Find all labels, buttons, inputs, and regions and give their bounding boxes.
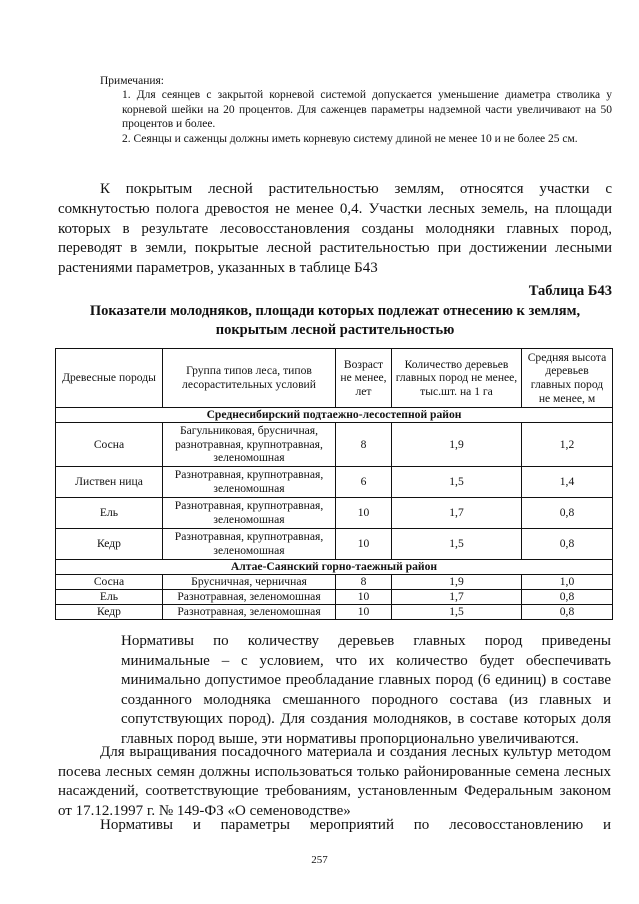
region-row (56, 559, 613, 574)
cell-forest-type: Разнотравная, крупнотравная, зеленомошная (163, 528, 336, 559)
paragraph-reforestation (58, 816, 611, 836)
table-row (56, 466, 613, 497)
cell-species: Кедр (56, 604, 163, 619)
cell-age: 8 (336, 574, 392, 589)
cell-age: 8 (336, 423, 392, 467)
paragraph-text: К покрытым лесной растительностью землям, относятся участки с сомкнутостью полога древостоя не менее 0,4. Участки лесных земель, на площади которых в результате лесовосстановления созданы молодняки главных пород, переводят в земли, покрытые лесной растительностью при достижении лесными растениями параметров, указанных в таблице Б43 (58, 181, 612, 277)
cell-forest-type: Разнотравная, зеленомошная (163, 604, 336, 619)
cell-species: Кедр (56, 528, 163, 559)
table-row (56, 589, 613, 604)
cell-species: Листвен ница (56, 466, 163, 497)
cell-tree-count: 1,7 (392, 589, 522, 604)
cell-height: 1,2 (522, 423, 613, 467)
cell-age: 10 (336, 604, 392, 619)
cell-height: 1,4 (522, 466, 613, 497)
header-height: Средняя высота деревьев главных пород не менее, м (522, 349, 613, 408)
table-row (56, 497, 613, 528)
region-label: Алтае-Саянский горно-таежный район (56, 559, 613, 574)
cell-species: Ель (56, 589, 163, 604)
note-item-2: 2. Сеянцы и саженцы должны иметь корневую систему длиной не менее 10 и не более 25 см. (122, 132, 578, 145)
cell-height: 0,8 (522, 528, 613, 559)
cell-height: 0,8 (522, 497, 613, 528)
cell-tree-count: 1,5 (392, 528, 522, 559)
header-age: Возраст не менее, лет (336, 349, 392, 408)
paragraph-seeds (58, 743, 611, 821)
cell-species: Сосна (56, 574, 163, 589)
cell-forest-type: Багульниковая, брусничная, разнотравная, крупнотравная, зеленомошная (163, 423, 336, 467)
table-title: Показатели молодняков, площади которых подлежат отнесению к землям, покрытым лесной растительностью (89, 303, 581, 338)
cell-forest-type: Разнотравная, крупнотравная, зеленомошная (163, 466, 336, 497)
paragraph-norms (121, 632, 611, 750)
table-row (56, 423, 613, 467)
table-header-row (56, 349, 613, 408)
note-item-1: 1. Для сеянцев с закрытой корневой системой допускается уменьшение диаметра стволика у корневой шейки на 20 процентов. Для саженцев параметры надземной части увеличивают на 50 процентов и более. (122, 89, 612, 131)
paragraph-text: Нормативы по количеству деревьев главных пород приведены минимальные – с условием, что их количество будет обеспечивать минимально допустимое преобладание главных пород (6 единиц) в составе созданного молодняка смешанного породного состава (из главных и сопутствующих пород). Для создания молодняков, в составе которых доля главных пород выше, эти нормативы пропорционально увеличиваются. (121, 633, 611, 747)
cell-species: Ель (56, 497, 163, 528)
cell-height: 0,8 (522, 604, 613, 619)
cell-tree-count: 1,5 (392, 466, 522, 497)
page-number: 257 (311, 854, 328, 866)
cell-forest-type: Брусничная, черничная (163, 574, 336, 589)
notes-block (100, 74, 612, 146)
paragraph-text: Для выращивания посадочного материала и создания лесных культур методом посева лесных семян должны использоваться только районированные семена лесных насаждений, соответствующие требованиям, установленным Федеральным законом от 17.12.1997 г. № 149-ФЗ «О семеноводстве» (58, 744, 611, 819)
young-stands-table (55, 348, 613, 620)
cell-forest-type: Разнотравная, зеленомошная (163, 589, 336, 604)
cell-age: 10 (336, 589, 392, 604)
region-row (56, 408, 613, 423)
paragraph-text: Нормативы и параметры мероприятий по лесовосстановлению и (100, 817, 611, 833)
header-species: Древесные породы (56, 349, 163, 408)
paragraph-forest-lands (58, 180, 612, 279)
cell-height: 0,8 (522, 589, 613, 604)
cell-tree-count: 1,9 (392, 423, 522, 467)
cell-height: 1,0 (522, 574, 613, 589)
cell-age: 10 (336, 497, 392, 528)
cell-age: 10 (336, 528, 392, 559)
cell-age: 6 (336, 466, 392, 497)
table-caption: Таблица Б43 (528, 283, 612, 299)
cell-tree-count: 1,9 (392, 574, 522, 589)
header-forest-type: Группа типов леса, типов лесорастительных условий (163, 349, 336, 408)
region-label: Среднесибирский подтаежно-лесостепной район (56, 408, 613, 423)
table-row (56, 574, 613, 589)
table-row (56, 528, 613, 559)
cell-forest-type: Разнотравная, крупнотравная, зеленомошная (163, 497, 336, 528)
cell-species: Сосна (56, 423, 163, 467)
header-tree-count: Количество деревьев главных пород не менее, тыс.шт. на 1 га (392, 349, 522, 408)
notes-heading: Примечания: (100, 75, 164, 87)
cell-tree-count: 1,7 (392, 497, 522, 528)
table-row (56, 604, 613, 619)
cell-tree-count: 1,5 (392, 604, 522, 619)
